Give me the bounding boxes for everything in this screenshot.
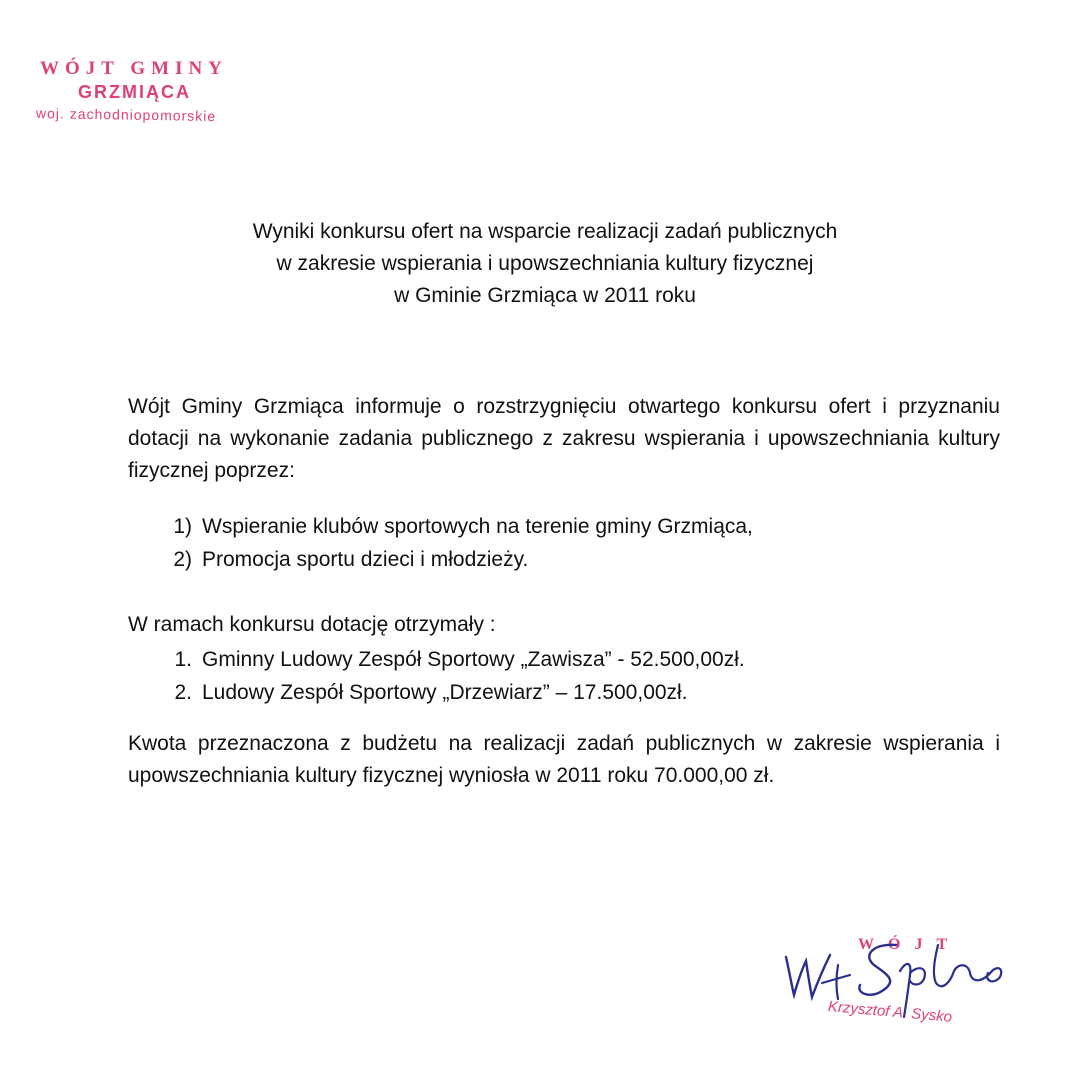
list-text: Promocja sportu dzieci i młodzieży. xyxy=(202,548,529,571)
title-line-2: w zakresie wspierania i upowszechniania kultury fizycznej xyxy=(276,252,814,275)
signature-stamp-name: Krzysztof A. Sysko xyxy=(827,998,953,1026)
handwritten-signature xyxy=(778,925,1018,1035)
list-item xyxy=(128,543,1008,576)
office-stamp xyxy=(35,58,228,125)
list-text: Ludowy Zespół Sportowy „Drzewiarz” – 17.500,00zł. xyxy=(202,681,688,704)
title-line-1: Wyniki konkursu ofert na wsparcie realizacji zadań publicznych xyxy=(252,220,838,243)
list-number: 1. xyxy=(174,648,192,671)
list-item xyxy=(128,676,1008,709)
document-title xyxy=(130,216,960,312)
stamp-line-3: woj. zachodniopomorskie xyxy=(35,105,217,125)
list-number: 2. xyxy=(174,681,192,704)
budget-paragraph: Kwota przeznaczona z budżetu na realizacji zadań publicznych w zakresie wspierania i upowszechniania kultury fizycznej wyniosła w 2011 roku 70.000,00 zł. xyxy=(128,732,1000,787)
list-number: 2) xyxy=(173,548,192,571)
list-text: Gminny Ludowy Zespół Sportowy „Zawisza” - 52.500,00zł. xyxy=(202,648,745,671)
list-item xyxy=(128,510,1008,543)
title-line-3: w Gminie Grzmiąca w 2011 roku xyxy=(394,284,696,307)
list-number: 1) xyxy=(173,515,192,538)
stamp-line-1: WÓJT GMINY xyxy=(40,58,228,79)
task-list xyxy=(128,510,1008,576)
list-text: Wspieranie klubów sportowych na terenie gminy Grzmiąca, xyxy=(202,515,753,538)
list-item xyxy=(128,643,1008,676)
grants-intro: W ramach konkursu dotację otrzymały : xyxy=(128,613,496,636)
stamp-line-2: GRZMIĄCA xyxy=(78,82,191,102)
signature-stamp-title: WÓJT xyxy=(858,936,962,953)
announcement-paragraph: Wójt Gminy Grzmiąca informuje o rozstrzygnięciu otwartego konkursu ofert i przyznaniu dotacji na wykonanie zadania publicznego z zakresu wspierania i upowszechniania kultury fizycznej poprzez: xyxy=(128,395,1000,482)
grants-list xyxy=(128,643,1008,709)
